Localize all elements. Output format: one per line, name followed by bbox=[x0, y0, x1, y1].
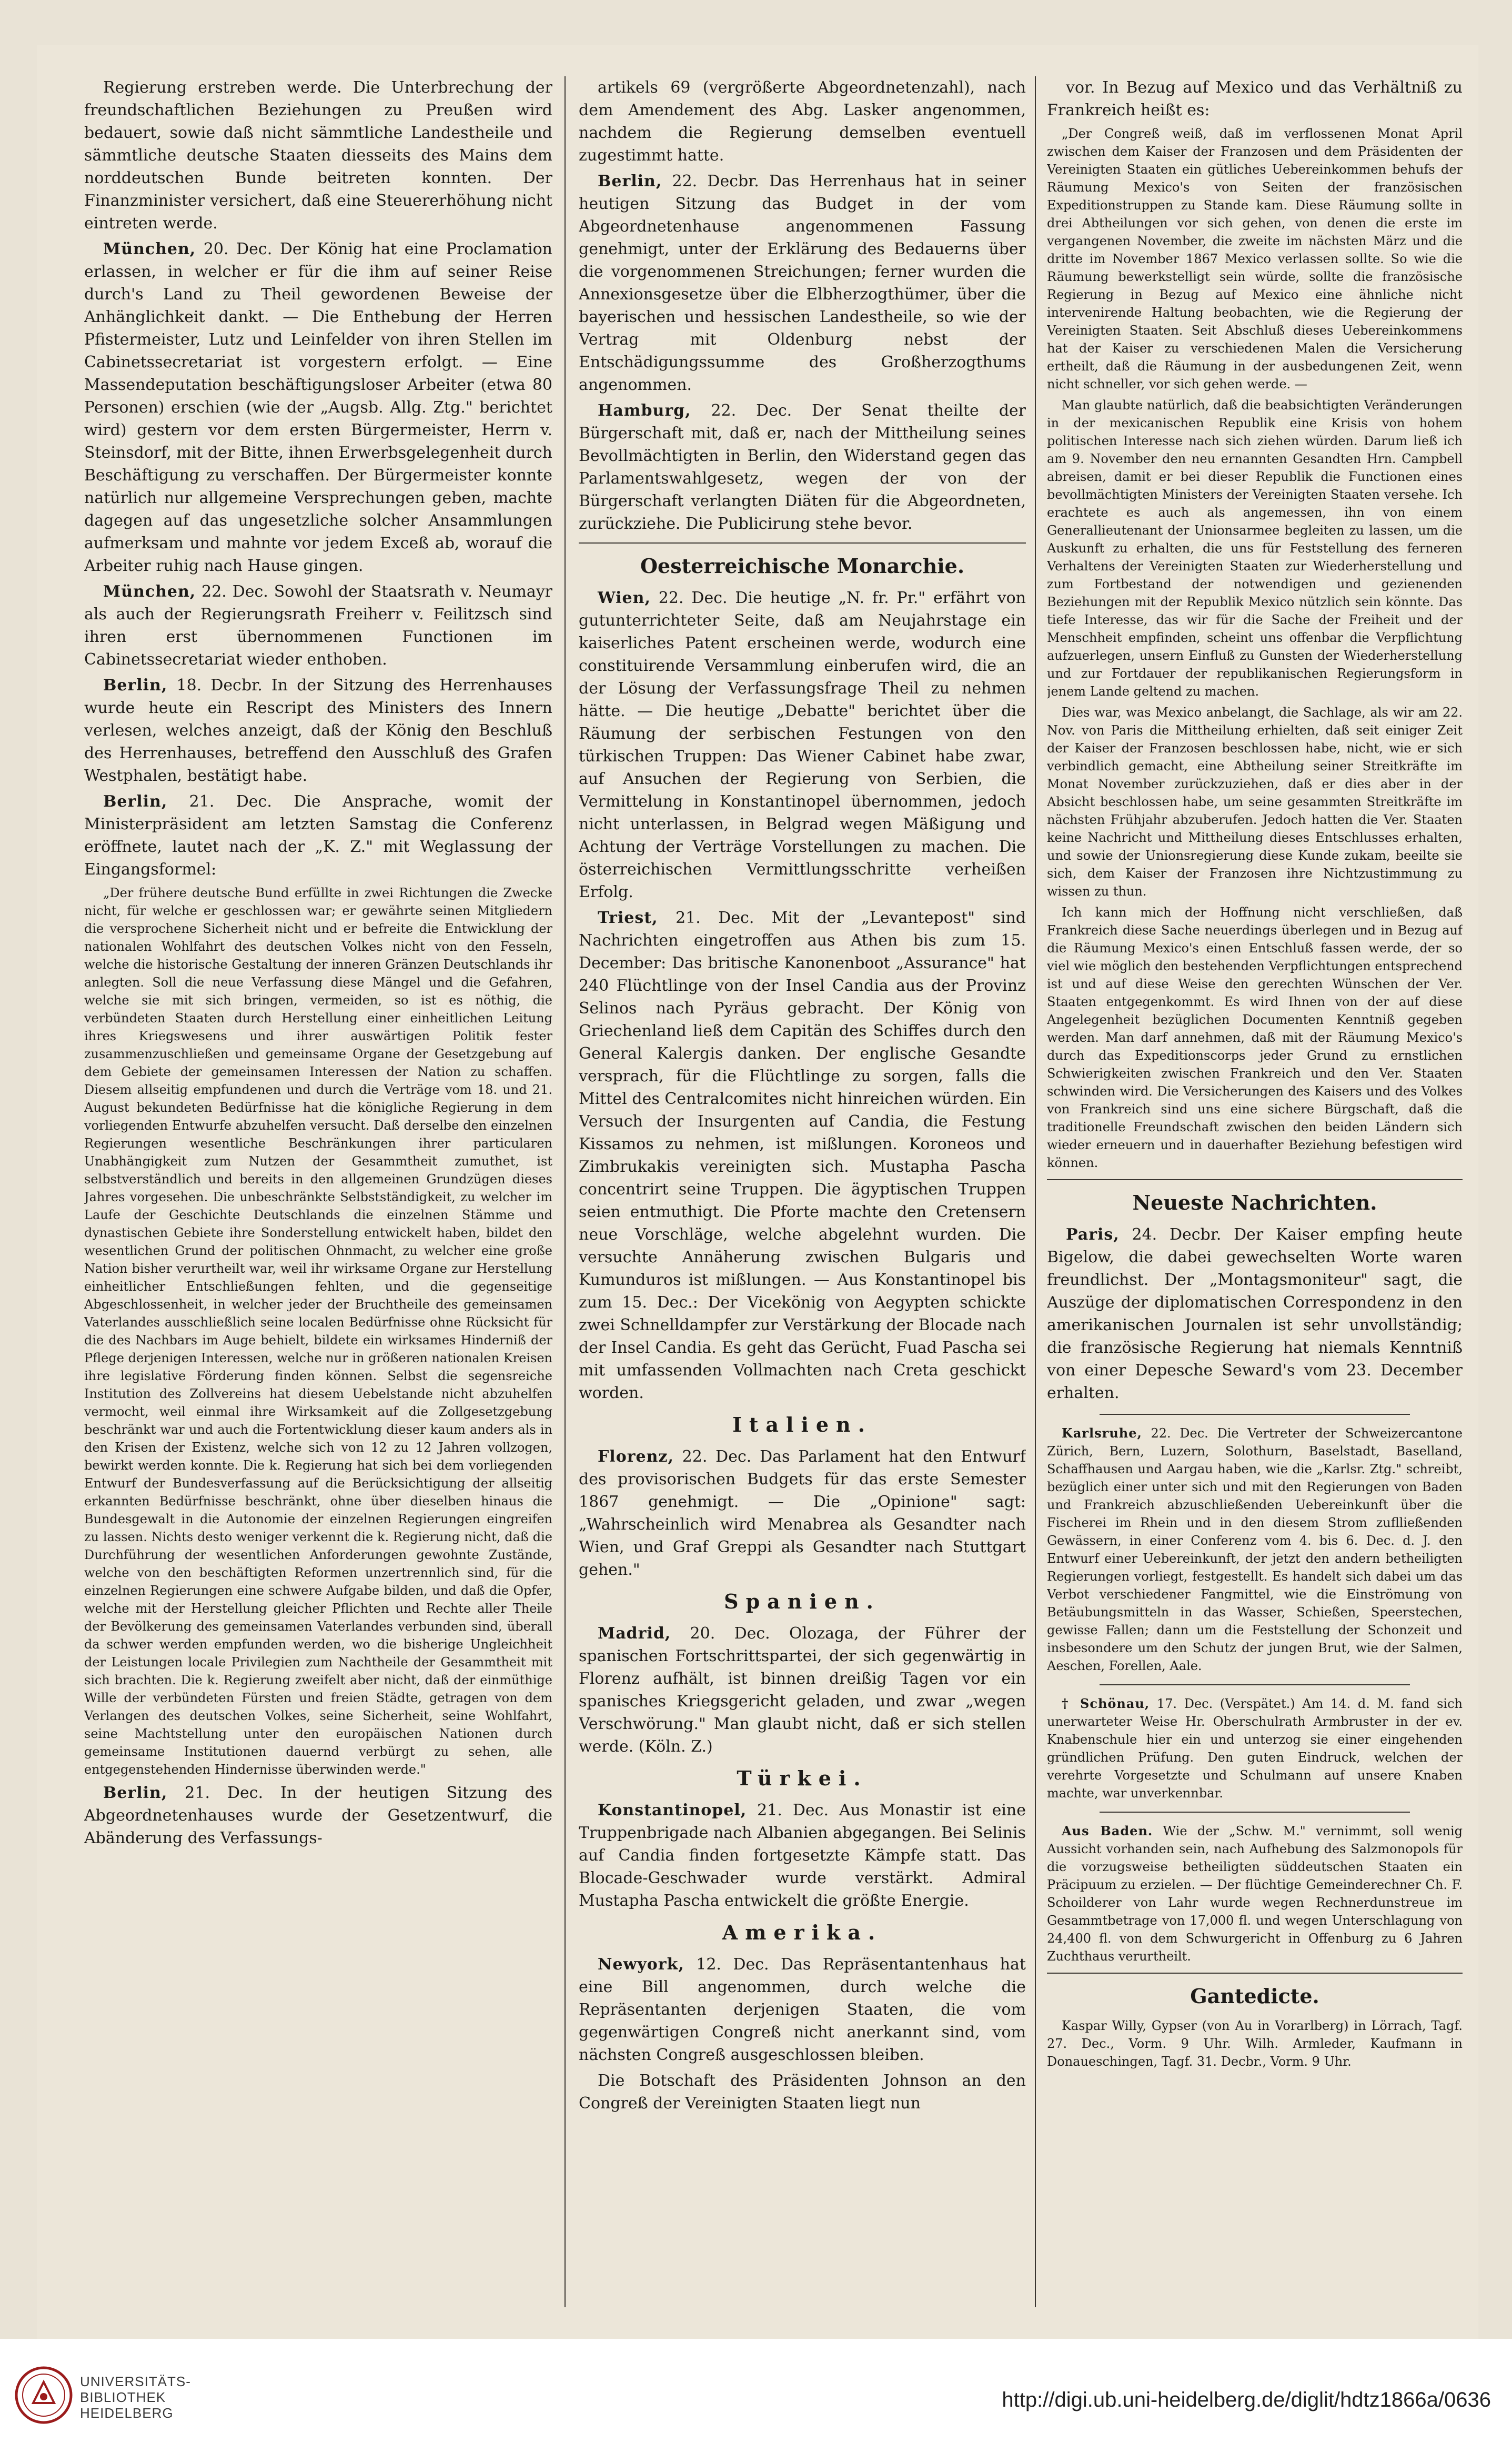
article-text: 24. Decbr. Der Kaiser empfing heute Bigelow, die dabei gewechselten Worte waren freundlichst. Der „Montagsmoniteur" sagt, die Auszüge der diplomatischen Correspondenz in den amerikanischen Journalen ist sehr unvollständig; die französische Regierung hat niemals Kenntniß von einer Depesche Seward's vom 23. December erhalten. bbox=[1047, 1225, 1463, 1402]
dateline: Madrid, bbox=[598, 1624, 671, 1643]
dateline: Paris, bbox=[1066, 1225, 1120, 1244]
article-paragraph bbox=[579, 1622, 1026, 1758]
column-2 bbox=[579, 76, 1026, 2307]
article-paragraph bbox=[84, 238, 552, 577]
column-3 bbox=[1047, 76, 1463, 2307]
library-name-line: BIBLIOTHEK bbox=[80, 2389, 166, 2405]
library-name-line: HEIDELBERG bbox=[80, 2405, 174, 2421]
article-text: 20. Dec. Olozaga, der Führer der spanischen Fortschrittspartei, der sich gegenwärtig in Florenz aufhält, ist binnen dreißig Tagen vor ein spanisches Kriegsgericht geladen, und zwar „wegen Verschwörung." Man glaubt nicht, daß er sich stellen werde. (Köln. Z.) bbox=[579, 1624, 1026, 1756]
section-heading: Gantedicte. bbox=[1190, 1984, 1319, 2008]
dateline: München, bbox=[103, 582, 196, 601]
article-text: 22. Dec. Die Vertreter der Schweizercantone Zürich, Bern, Luzern, Solothurn, Baselstadt, Baselland, Schaffhausen und Aargau haben, wie die „Karlsr. Ztg." schreibt, bezüglich einer unter sich und mit den Regierungen von Baden und Frankreich abzuschließenden Uebereinkunft über die Fischerei im Rhein und in den diesem Strom zuflließenden Gewässern, in einer Conferenz vom 4. bis 6. Dec. d. J. den Entwurf einer Uebereinkunft, der jetzt den andern betheiligten Regierungen vorliegt, festgestellt. Es handelt sich dabei um das Verbot verschiedener Fangmittel, wie die Einströmung von Betäubungsmitteln in das Wasser, Schießen, Speerstechen, gewisse Fallen; dann um die Feststellung der Schonzeit und insbesondere um den Schutz der jungen Brut, wie der Salmen, Aeschen, Forellen, Aale. bbox=[1047, 1426, 1463, 1673]
section-heading: Neueste Nachrichten. bbox=[1132, 1191, 1377, 1214]
dateline: München, bbox=[103, 240, 196, 258]
dateline: Wien, bbox=[598, 589, 651, 607]
dateline: Newyork, bbox=[598, 1955, 684, 1974]
article-paragraph bbox=[84, 1782, 552, 1849]
library-name bbox=[80, 2374, 191, 2421]
section-rule bbox=[1047, 1973, 1463, 1974]
column-1 bbox=[84, 76, 552, 2307]
dateline: Berlin, bbox=[598, 172, 662, 190]
article-text: 21. Dec. Mit der „Levantepost" sind Nachrichten eingetroffen aus Athen bis zum 15. December: Das britische Kanonenboot „Assurance" hat 240 Flüchtlinge von der Insel Candia aus der Provinz Selinos nach Pyräus gebracht. Der König von Griechenland ließ dem Capitän des Schiffes durch den General Kalergis danken. Der englische Gesandte versprach, für die Flüchtlinge zu sorgen, falls die Mittel des Centralcomites nicht hinreichen würden. Ein Versuch der Insurgenten auf Candia, die Festung Kissamos zu nehmen, ist mißlungen. Koroneos und Zimbrukakis vereinigten sich. Mustapha Pascha concentrirt seine Truppen. Die ägyptischen Truppen seien entmuthigt. Die Pforte machte den Cretensern neue Vorschläge, welche abgelehnt wurden. Die versuchte Annäherung zwischen Bulgaris und Kumunduros ist mißlungen. — Aus Konstantinopel bis zum 15. Dec.: Der Vicekönig von Aegypten schickte zwei Schnelldampfer zur Verstärkung der Blocade nach der Insel Candia. Es geht das Gerücht, Fuad Pascha sei mit umfassenden Vollmachten nach Creta geschickt worden. bbox=[579, 909, 1026, 1402]
section-heading: Amerika. bbox=[722, 1921, 883, 1944]
article-text: 18. Decbr. In der Sitzung des Herrenhauses wurde heute ein Rescript des Ministers des Innern verlesen, welches anzeigt, daß der König den Beschluß des Herrenhauses, betreffend den Ausschluß des Grafen Westphalen, bestätigt habe. bbox=[84, 676, 552, 785]
dateline: Aus Baden. bbox=[1062, 1823, 1153, 1838]
university-seal-icon bbox=[15, 2366, 73, 2424]
newspaper-page bbox=[37, 45, 1478, 2339]
quoted-speech: „Der frühere deutsche Bund erfüllte in zwei Richtungen die Zwecke nicht, für welche er geschlossen war; er gewährte seinen Mitgliedern die versprochene Sicherheit nicht und er befreite die Entwicklung der nationalen Wohlfahrt des deutschen Volkes nicht von den Fesseln, welche die historische Gestaltung der inneren Gränzen Deutschlands ihr anlegten. Soll die neue Verfassung diese Mängel und die Gefahren, welche sie mit sich bringen, vermeiden, so ist es nöthig, die verbündeten Staaten durch Herstellung einer einheitlichen Leitung ihres Kriegswesens und ihrer auswärtigen Politik fester zusammenzuschließen und gemeinsame Organe der Gesetzgebung auf dem Gebiete der gemeinsamen Interessen der Nation zu schaffen. Diesem allseitig empfundenen und durch die Verträge vom 18. und 21. August bekundeten Bedürfnisse hat die königliche Regierung in dem vorliegenden Entwurfe abzuhelfen versucht. Daß derselbe den einzelnen Regierungen wesentliche Beschränkungen ihrer particularen Unabhängigkeit zum Nutzen der Gesammtheit zumuthet, ist selbstverständlich und bereits in den allgemeinen Grundzügen dieses Jahres vorgesehen. Die unbeschränkte Selbstständigkeit, zu welcher im Laufe der Geschichte Deutschlands die einzelnen Stämme und dynastischen Gebiete ihre Sonderstellung entwickelt haben, bildet den wesentlichen Grund der politischen Ohnmacht, zu welcher eine große Nation bisher verurtheilt war, weil ihr wirksame Organe zur Herstellung einheitlicher Entschließungen fehlten, und die gegenseitige Abgeschlossenheit, in welcher jeder der Bruchtheile des gemeinsamen Vaterlandes ausschließlich seine localen Bedürfnisse ohne Rücksicht für die des Nachbars im Auge behielt, bildete ein wirksames Hinderniß der Pflege derjenigen Interessen, welche nur in größeren nationalen Kreisen ihre legislative Förderung finden können. Selbst die segensreiche Institution des Zollvereins hat diesem Uebelstande nicht abzuhelfen vermocht, weil einmal ihre Wirksamkeit auf die Zollgesetzgebung beschränkt war und auch die Fortentwicklung dieser kaum anders als in den Krisen der Existenz, welche sich von 12 zu 12 Jahren vollzogen, bewirkt werden konnte. Die k. Regierung hat sich bei dem vorliegenden Entwurf der Bundesverfassung auf die Berücksichtigung der allseitig erkannten Bedürfnisse beschränkt, ohne über dieselben hinaus die Bundesgewalt in die Autonomie der einzelnen Regierungen eingreifen zu lassen. Nichts desto weniger verkennt die k. Regierung nicht, daß die Durchführung der wesentlichen Anforderungen gewohnte Zustände, welche von den beschäftigten Reformen unzertrennlich sind, für die einzelnen Regierungen eine schwere Aufgabe bilden, und daß die Opfer, welche mit der Herstellung gleicher Pflichten und Rechte aller Theile der Bevölkerung des gemeinsamen Vaterlandes verbunden sind, überall da schwer werden empfunden werden, wo die bisherige Ungleichheit der Leistungen locale Privilegien zum Nachtheile der Gesammtheit mit sich brachten. Die k. Regierung zweifelt aber nicht, daß der einmüthige Wille der verbündeten Fürsten und freien Städte, getragen von dem Verlangen des deutschen Volkes, seine Sicherheit, seine Wohlfahrt, seine Machtstellung unter den europäischen Nationen durch gemeinsame Institutionen dauernd verbürgt zu sehen, alle entgegenstehenden Hindernisse überwinden werde." bbox=[84, 886, 552, 1777]
article-paragraph bbox=[1047, 1223, 1463, 1404]
quoted-message: „Der Congreß weiß, daß im verflossenen Monat April zwischen dem Kaiser der Franzosen und dem Präsidenten der Vereinigten Staaten ein gütliches Uebereinkommen behufs der Räumung Mexico's von Seiten der französischen Expeditionstruppen zu Stande kam. Diese Räumung sollte in drei Abtheilungen vor sich gehen, von denen die erste im vergangenen November, die zweite im nächsten März und die dritte im November 1867 Mexico verlassen sollte. So wie die Räumung bewerkstelligt sein würde, sollte die französische Regierung in Bezug auf Mexico eine ähnliche nicht intervenirende Haltung beobachten, wie die Regierung der Vereinigten Staaten. Seit Abschluß dieses Uebereinkommens hat der Kaiser zu verschiedenen Malen die Versicherung ertheilt, daß die Räumung in der ausbedungenen Zeit, wenn nicht schneller, vor sich gehen werde. — bbox=[1047, 126, 1463, 391]
article-paragraph: artikels 69 (vergrößerte Abgeordnetenzahl), nach dem Amendement des Abg. Lasker angenommen, nachdem die Regierung demselben eventuell zugestimmt hatte. bbox=[579, 78, 1026, 165]
section-heading: Oesterreichische Monarchie. bbox=[640, 554, 965, 578]
quoted-message: Dies war, was Mexico anbelangt, die Sachlage, als wir am 22. Nov. von Paris die Mittheilung erhielten, daß seit einiger Zeit der Kaiser der Franzosen beschlossen habe, nicht, wie er sich verbindlich gemacht, eine Abtheilung seiner Streitkräfte im Monat November zurückzuziehen, daß er dies aber in der Absicht beschlossen habe, um seine gesammten Streitkräfte im nächsten Frühjahr abzuberufen. Jedoch hatten die Ver. Staaten keine Nachricht und Mittheilung dieses Entschlusses erhalten, und sowie der Unionsregierung diese Kunde zukam, beeilte sie sich, dem Kaiser der Franzosen ihre Nichtzustimmung zu wissen zu thun. bbox=[1047, 705, 1463, 899]
article-paragraph: Kaspar Willy, Gypser (von Au in Vorarlberg) in Lörrach, Tagf. 27. Dec., Vorm. 9 Uhr. Wilh. Armleder, Kaufmann in Donaueschingen, Tagf. 31. Decbr., Vorm. 9 Uhr. bbox=[1047, 2018, 1463, 2069]
article-text: 22. Decbr. Das Herrenhaus hat in seiner heutigen Sitzung das Budget in der vom Abgeordnetenhause angenommenen Fassung genehmigt, unter der Erklärung des Bedauerns über die vorgenommenen Streichungen; ferner wurden die Annexionsgesetze über die Elbherzogthümer, über die bayerischen und hessischen Landestheile, so wie der Vertrag mit Oldenburg nebst der Entschädigungssumme des Großherzogthums angenommen. bbox=[579, 172, 1026, 394]
article-paragraph bbox=[1047, 1822, 1463, 1965]
article-paragraph: vor. In Bezug auf Mexico und das Verhältniß zu Frankreich heißt es: bbox=[1047, 78, 1463, 119]
article-paragraph bbox=[579, 1799, 1026, 1912]
section-rule bbox=[579, 542, 1026, 544]
article-paragraph bbox=[579, 1953, 1026, 2066]
article-text: 21. Dec. Aus Monastir ist eine Truppenbrigade nach Albanien abgegangen. Bei Selinis auf Candia finden fortgesetzte Kämpfe statt. Das Blocade-Geschwader wurde verstärkt. Admiral Mustapha Pascha entwickelt die größte Energie. bbox=[579, 1801, 1026, 1910]
dateline: Karlsruhe, bbox=[1062, 1425, 1142, 1441]
column-divider bbox=[565, 76, 566, 2307]
source-url[interactable]: http://digi.ub.uni-heidelberg.de/diglit/hdtz1866a/0636 bbox=[1002, 2388, 1491, 2411]
library-footer bbox=[0, 2339, 1512, 2463]
section-heading: Italien. bbox=[732, 1413, 872, 1436]
article-text: 20. Dec. Der König hat eine Proclamation erlassen, in welcher er für die ihm auf seiner Reise durch's Land zu Theil gewordenen Beweise der Anhänglichkeit dankt. — Die Enthebung der Herren Pfistermeister, Lutz und Leinfelder von ihren Stellen im Cabinetssecretariat ist vorgestern erfolgt. — Eine Massendeputation beschäftigungsloser Arbeiter (etwa 80 Personen) erschien (wie der „Augsb. Allg. Ztg." berichtet wird) gestern vor dem ersten Bürgermeister, Herrn v. Steinsdorf, mit der Bitte, ihnen Erwerbsgelegenheit durch Beschäftigung zu verschaffen. Der Bürgermeister konnte natürlich nur allgemeine Versprechungen geben, machte dagegen auf das ungesetzliche solcher Ansammlungen aufmerksam und mahnte vor jedem Exceß ab, worauf die Arbeiter ruhig nach Hause gingen. bbox=[84, 240, 552, 575]
dateline: Florenz, bbox=[598, 1447, 674, 1466]
article-paragraph bbox=[1047, 1695, 1463, 1802]
article-text: 12. Dec. Das Repräsentantenhaus hat eine Bill angenommen, durch welche die Repräsentanten derjenigen Staaten, die vom gegenwärtigen Congreß nicht anerkannt sind, vom nächsten Congreß ausgeschlossen bleiben. bbox=[579, 1955, 1026, 2064]
article-text: 21. Dec. In der heutigen Sitzung des Abgeordnetenhauses wurde der Gesetzentwurf, die Abänderung des Verfassungs- bbox=[84, 1784, 552, 1847]
separator-rule bbox=[1100, 1684, 1410, 1685]
separator-rule bbox=[1100, 1812, 1410, 1813]
dateline: Konstantinopel, bbox=[598, 1801, 747, 1819]
dateline: Hamburg, bbox=[598, 401, 691, 420]
article-paragraph bbox=[579, 907, 1026, 1404]
dateline: Triest, bbox=[598, 909, 658, 927]
quoted-message: Ich kann mich der Hoffnung nicht verschließen, daß Frankreich diese Sache neuerdings überlegen und in Bezug auf die Räumung Mexico's einen Entschluß fassen werde, der so viel wie möglich den bestehenden Verpflichtungen entsprechend ist und auf diese Weise den gerechten Wünschen der Ver. Staaten entgegenkommt. Es wird Ihnen von der auf diese Angelegenheit bezüglichen Documenten Kenntniß gegeben werden. Man darf annehmen, daß mit der Räumung Mexico's durch das Expeditionscorps jeder Grund zu ernstlichen Schwierigkeiten zwischen Frankreich und den Ver. Staaten schwinden wird. Die Versicherungen des Kaisers und des Volkes von Frankreich sind uns eine sichere Bürgschaft, daß die traditionelle Freundschaft zwischen den beiden Ländern sich wieder erneuern und in dauerhafter Beziehung befestigen wird können. bbox=[1047, 905, 1463, 1170]
article-paragraph: Regierung erstreben werde. Die Unterbrechung der freundschaftlichen Beziehungen zu Preußen wird bedauert, sowie daß nicht sämmtliche Landestheile und sämmtliche deutsche Staaten diesseits des Mains dem norddeutschen Bunde beitreten konnten. Der Finanzminister versichert, daß eine Steuererhöhung nicht eintreten werde. bbox=[84, 78, 552, 233]
article-paragraph bbox=[579, 1445, 1026, 1581]
column-divider bbox=[1035, 76, 1036, 2307]
article-text: 22. Dec. Der Senat theilte der Bürgerschaft mit, daß er, nach der Mittheilung seines Bevollmächtigten in Berlin, den Widerstand gegen das Parlamentswahlgesetz, wegen der von der Bürgerschaft verlangten Diäten für die Abgeordneten, zurückziehe. Die Publicirung stehe bevor. bbox=[579, 401, 1026, 533]
quoted-message: Man glaubte natürlich, daß die beabsichtigten Veränderungen in der mexicanischen Republik eine Krisis von hohem politischen Interesse nach sich ziehen würden. Darum ließ ich am 9. November den neu ernannten Gesandten Hrn. Campbell abreisen, damit er bei dieser Republik die Functionen eines bevollmächtigten Ministers der Vereinigten Staaten versehe. Ich erachtete es auch als angemessen, ihn von einem Generallieutenant der Unionsarmee begleiten zu lassen, um die Auskunft zu erhalten, die uns für Feststellung des ferneren Verhaltens der Vereinigten Staaten zur Wiederherstellung und zum Fortbestand der notwendigen und gezienenden Beziehungen mit der Republik Mexico nützlich sein könnte. Das tiefe Interesse, das wir für die Sache der Freiheit und der Menschheit empfinden, scheint uns offenbar die Verpflichtung aufzuerlegen, unsern Einfluß zu Gunsten der Wiederherstellung und zur Fortdauer der republikanischen Regierungsform in jenem Lande geltend zu machen. bbox=[1047, 398, 1463, 699]
article-paragraph: Die Botschaft des Präsidenten Johnson an den Congreß der Vereinigten Staaten liegt nun bbox=[579, 2072, 1026, 2113]
article-paragraph bbox=[84, 580, 552, 671]
dateline: † Schönau, bbox=[1062, 1696, 1150, 1711]
article-text: 22. Dec. Sowohl der Staatsrath v. Neumayr als auch der Regierungsrath Freiherr v. Feilitzsch sind ihren erst übernommenen Functionen im Cabinetssecretariat wieder enthoben. bbox=[84, 582, 552, 669]
article-paragraph bbox=[1047, 1424, 1463, 1675]
section-heading: Türkei. bbox=[737, 1766, 868, 1790]
article-paragraph bbox=[579, 170, 1026, 396]
article-paragraph bbox=[579, 399, 1026, 535]
article-text: 21. Dec. Die Ansprache, womit der Ministerpräsident am letzten Samstag die Conferenz eröffnete, lautet nach der „K. Z." mit Weglassung der Eingangsformel: bbox=[84, 792, 552, 879]
section-heading: Spanien. bbox=[724, 1590, 881, 1613]
article-paragraph bbox=[84, 790, 552, 881]
article-text: 17. Dec. (Verspätet.) Am 14. d. M. fand sich unerwarteter Weise Hr. Oberschulrath Armbruster in der ev. Knabenschule hier ein und unterzog sie einer eingehenden gründlichen Prüfung. Den guten Eindruck, welchen der verehrte Vorgesetzte und Schulmann auf unsere Knaben machte, war unverkennbar. bbox=[1047, 1696, 1463, 1801]
dateline: Berlin, bbox=[103, 1784, 168, 1802]
article-paragraph bbox=[579, 587, 1026, 903]
section-rule bbox=[1047, 1179, 1463, 1180]
article-text: 22. Dec. Das Parlament hat den Entwurf des provisorischen Budgets für das erste Semester 1867 genehmigt. — Die „Opinione" sagt: „Wahrscheinlich wird Menabrea als Gesandter nach Wien, und Graf Greppi als Gesandter nach Stuttgart gehen." bbox=[579, 1447, 1026, 1579]
separator-rule bbox=[1100, 1414, 1410, 1415]
article-text: Wie der „Schw. M." vernimmt, soll wenig Aussicht vorhanden sein, nach Aufhebung des Salzmonopols für die vorzugsweise betheiligten süddeutschen Staaten ein Präcipuum zu erzielen. — Der flüchtige Gemeinderechner Ch. F. Schoilderer von Lahr wurde wegen Rechnerdunstreue im Gesammtbetrage von 17,000 fl. und wegen Unterschlagung von 24,400 fl. von dem Schwurgericht in Offenburg zu 6 Jahren Zuchthaus verurtheilt. bbox=[1047, 1824, 1463, 1964]
dateline: Berlin, bbox=[103, 792, 168, 811]
dateline: Berlin, bbox=[103, 676, 168, 695]
article-paragraph bbox=[84, 674, 552, 787]
library-name-line: UNIVERSITÄTS- bbox=[80, 2374, 191, 2389]
article-text: 22. Dec. Die heutige „N. fr. Pr." erfährt von gutunterrichteter Seite, daß am Neujahrstage ein kaiserliches Patent erscheinen werde, wodurch eine constituirende Versammlung einberufen wird, die an der Lösung der Verfassungsfrage Theil zu nehmen hätte. — Die heutige „Debatte" berichtet über die Räumung der serbischen Festungen von den türkischen Truppen: Das Wiener Cabinet habe zwar, auf Ansuchen der Regierung von Serbien, die Vermittelung in Konstantinopel übernommen, jedoch nicht unterlassen, in Belgrad wegen Mäßigung und Achtung der Verträge Vorstellungen zu machen. Die österreichischen Vermittlungsschritte verheißen Erfolg. bbox=[579, 589, 1026, 901]
